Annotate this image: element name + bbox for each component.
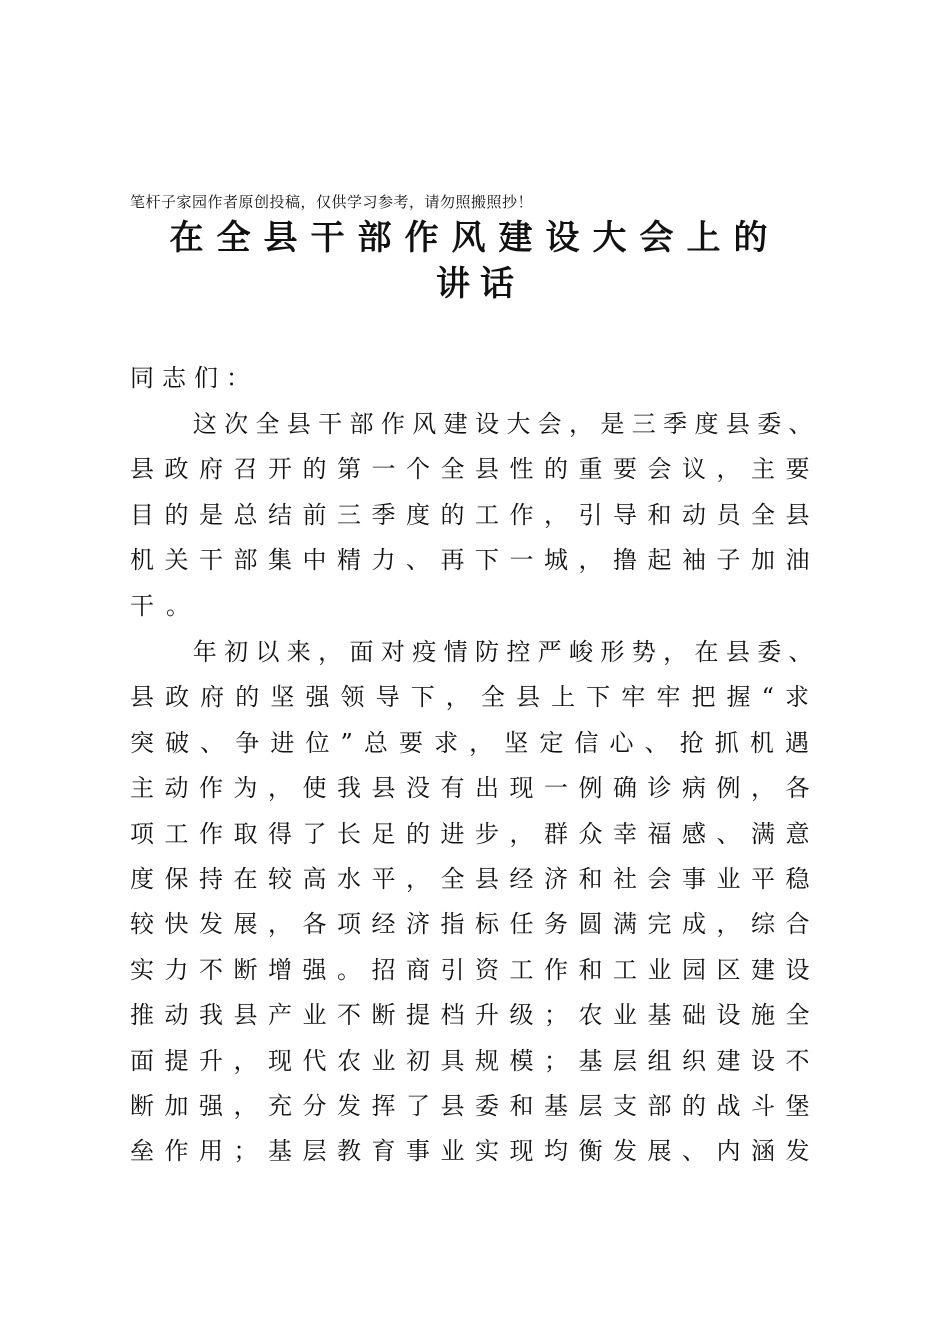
paragraph-line: 突破、争进位”总要求，坚定信心、抢抓机遇 <box>130 728 821 757</box>
paragraph-line: 面提升，现代农业初具规模；基层组织建设不 <box>130 1046 820 1075</box>
copyright-notice: 笔杆子家园作者原创投稿，仅供学习参考，请勿照搬照抄！ <box>130 193 534 211</box>
paragraph-2 <box>130 630 830 1175</box>
paragraph-line: 垒作用；基层教育事业实现均衡发展、内涵发 <box>130 1137 820 1166</box>
document-title-line-2: 讲话 <box>436 264 524 304</box>
paragraph-line: 实力不断增强。招商引资工作和工业园区建设 <box>130 955 820 984</box>
paragraph-line: 干。 <box>130 591 202 620</box>
paragraph-line: 这次全县干部作风建设大会，是三季度县委、 <box>130 410 820 438</box>
paragraph-line: 断加强，充分发挥了县委和基层支部的战斗堡 <box>130 1091 820 1120</box>
paragraph-line: 度保持在较高水平，全县经济和社会事业平稳 <box>130 864 820 893</box>
paragraph-line: 目的是总结前三季度的工作，引导和动员全县 <box>130 500 820 529</box>
paragraph-line: 县政府的坚强领导下，全县上下牢牢把握“求 <box>130 683 821 712</box>
paragraph-line: 县政府召开的第一个全县性的重要会议，主要 <box>130 455 820 484</box>
paragraph-line: 推动我县产业不断提档升级；农业基础设施全 <box>130 1001 820 1030</box>
paragraph-1 <box>130 402 830 629</box>
paragraph-line: 较快发展，各项经济指标任务圆满完成，综合 <box>130 910 820 939</box>
salutation: 同志们： <box>130 364 258 392</box>
document-title-line-1: 在全县干部作风建设大会上的 <box>169 218 781 258</box>
paragraph-line: 主动作为，使我县没有出现一例确诊病例，各 <box>130 774 820 803</box>
paragraph-line: 项工作取得了长足的进步，群众幸福感、满意 <box>130 819 820 848</box>
paragraph-line: 机关干部集中精力、再下一城，撸起袖子加油 <box>130 546 820 575</box>
paragraph-line: 年初以来，面对疫情防控严峻形势，在县委、 <box>130 638 820 666</box>
